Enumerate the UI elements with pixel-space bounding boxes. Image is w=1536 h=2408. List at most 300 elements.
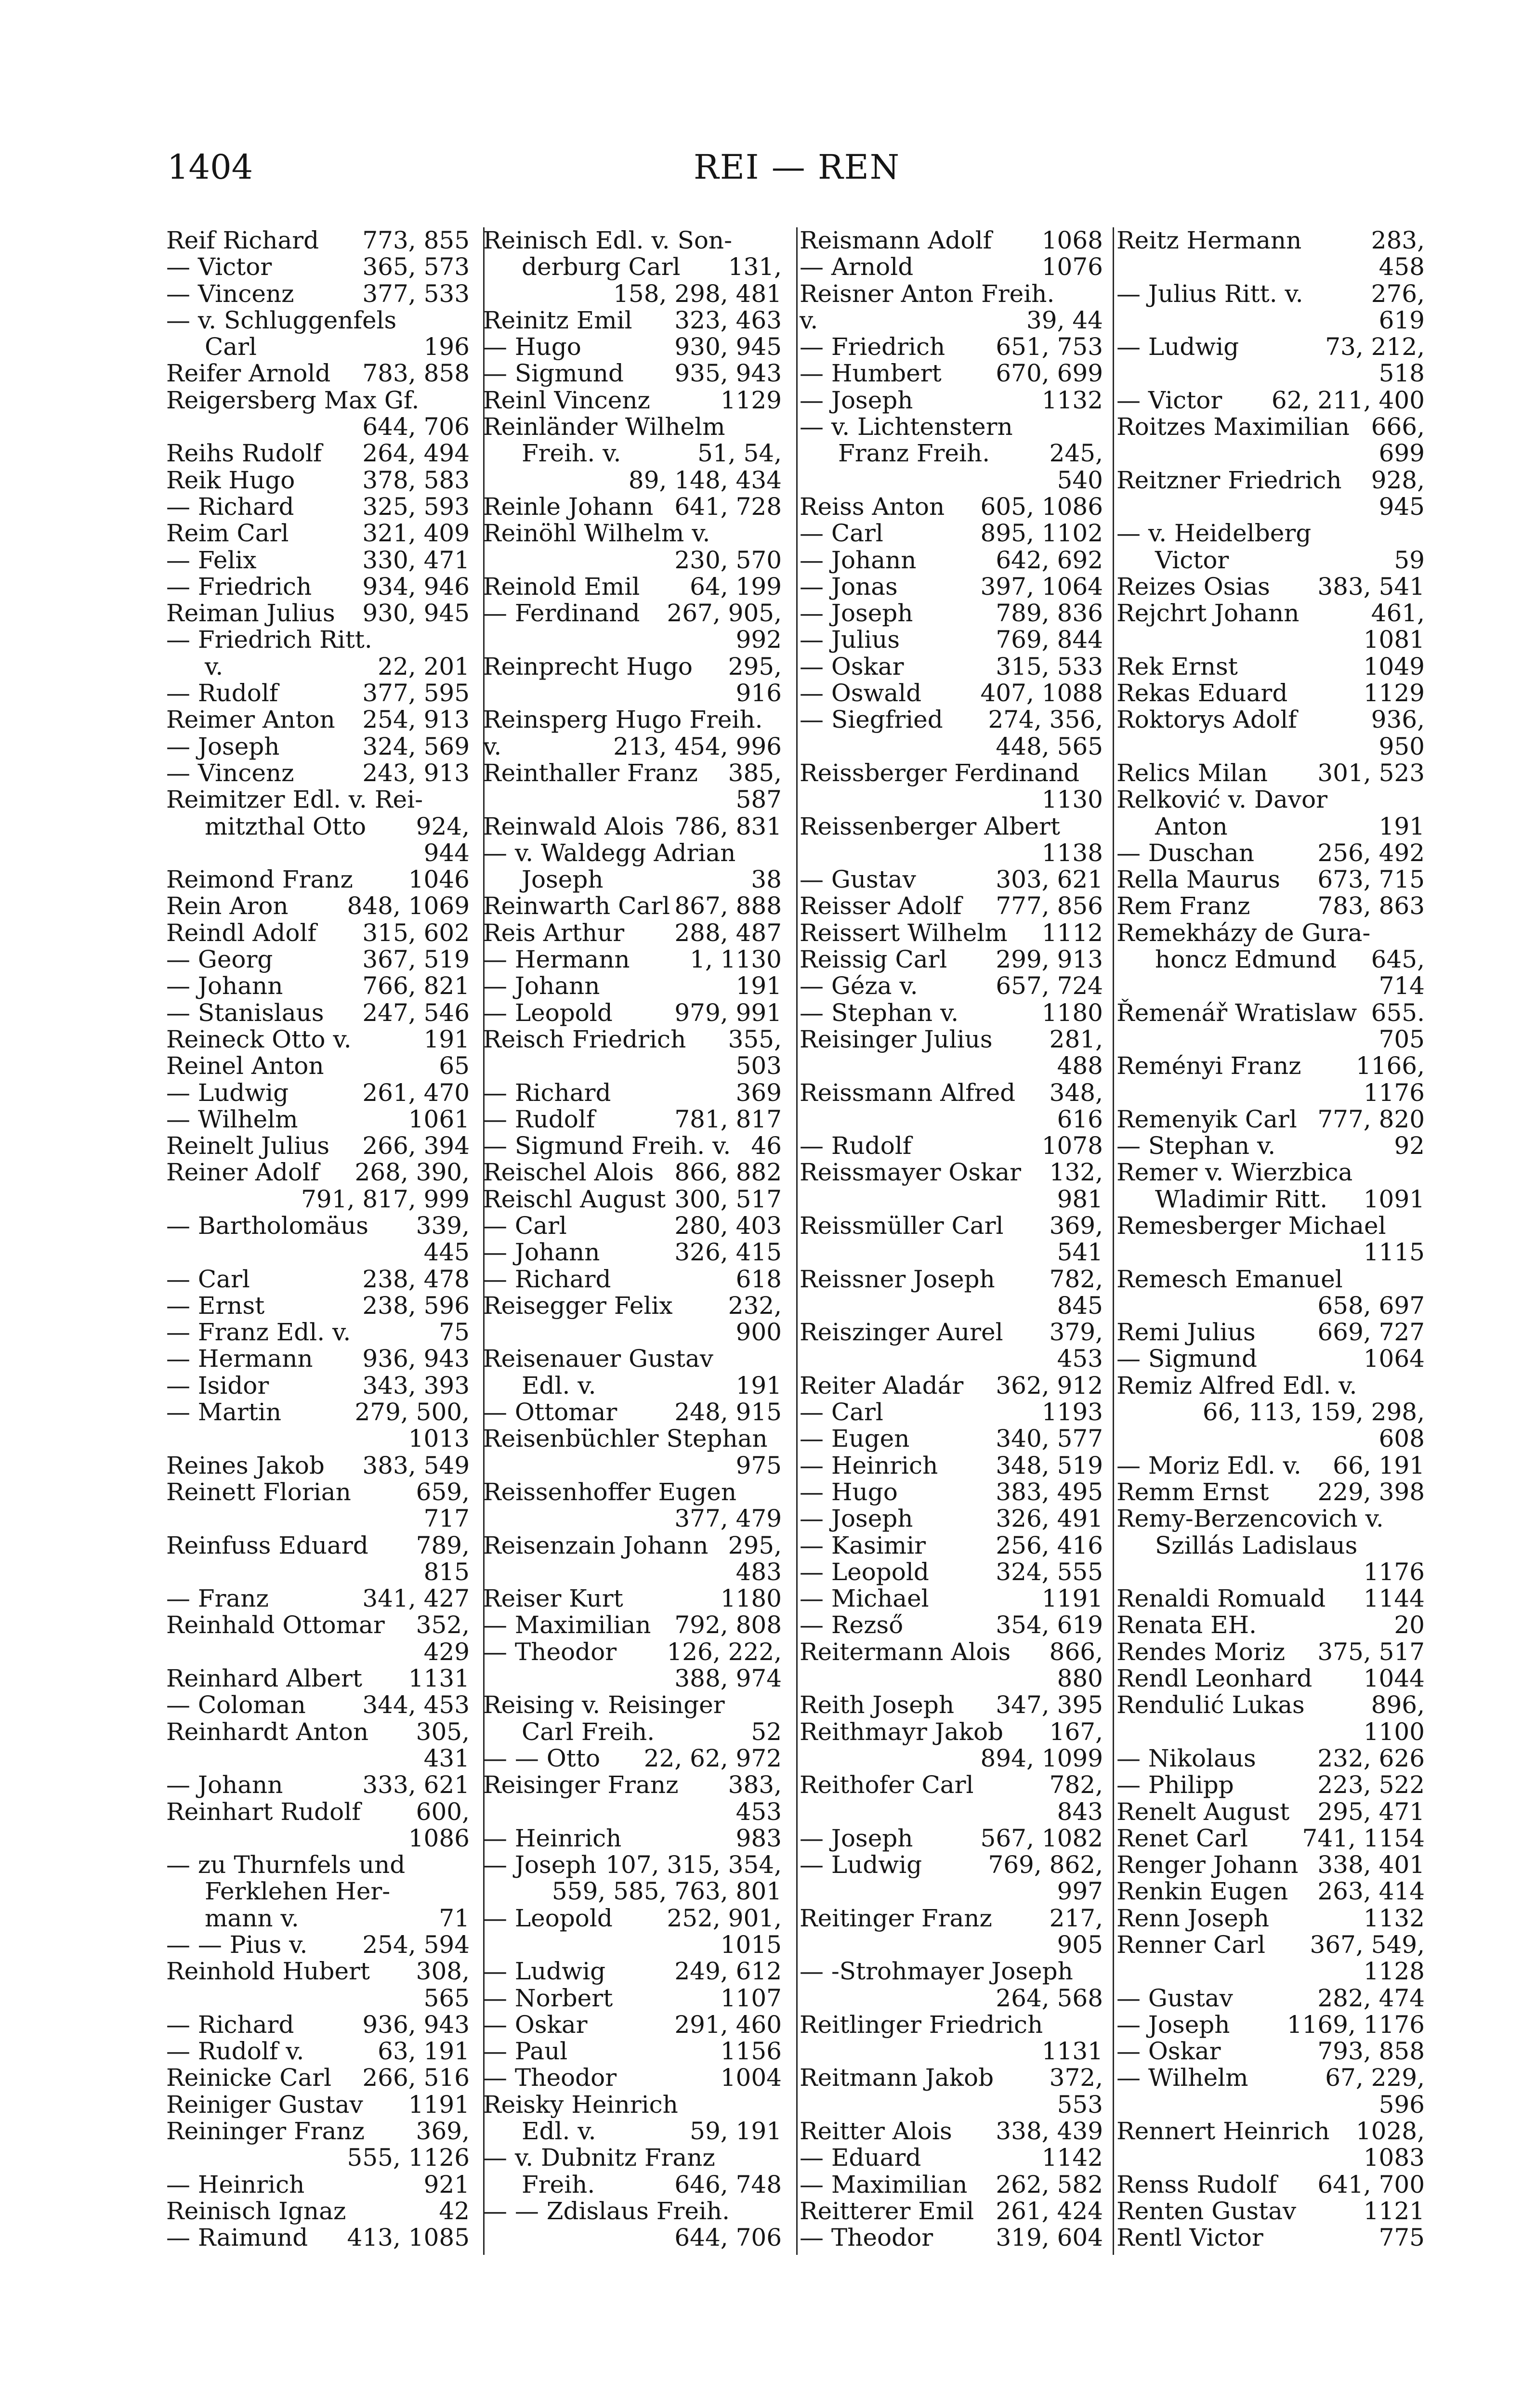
page-title: REI — REN (694, 147, 901, 187)
entry-pages: 655. (1371, 998, 1425, 1027)
index-entry (800, 1878, 1103, 1905)
index-entry (1116, 494, 1425, 520)
entry-name: — Theodor (483, 1637, 617, 1666)
entry-pages: 866, 882 (674, 1158, 782, 1187)
entry-pages: 657, 724 (996, 972, 1103, 1000)
index-entry (166, 1878, 470, 1905)
index-entry (483, 786, 782, 813)
entry-pages: 431 (423, 1744, 470, 1772)
index-entry (483, 467, 782, 494)
index-entry (1116, 520, 1425, 547)
index-entry (166, 1399, 470, 1426)
entry-name: — Theodor (800, 2224, 933, 2252)
entry-name: Reissig Carl (800, 945, 947, 974)
entry-name: Szillás Ladislaus (1155, 1531, 1358, 1559)
entry-name: — — Pius v. (166, 1931, 308, 1959)
column-rule (1113, 227, 1114, 2255)
index-entry (1116, 1080, 1425, 1106)
entry-pages: 782, (1049, 1771, 1103, 1799)
index-entry (483, 2118, 782, 2145)
index-entry (800, 1559, 1103, 1585)
index-entry (800, 1745, 1103, 1772)
entry-pages: 377, 533 (362, 279, 470, 308)
entry-pages: 905 (1057, 1931, 1103, 1959)
entry-name: — Johann (483, 972, 600, 1000)
entry-pages: 1044 (1363, 1664, 1425, 1693)
index-entry (166, 1825, 470, 1852)
entry-pages (1043, 2012, 1103, 2038)
index-entry (166, 1373, 470, 1399)
entry-pages: 299, 913 (996, 945, 1103, 974)
entry-pages: 379, (1049, 1318, 1103, 1347)
index-entry (800, 520, 1103, 547)
index-entry (800, 1958, 1103, 1985)
index-entry (1116, 360, 1425, 387)
index-entry (800, 1719, 1103, 1745)
entry-name: — Georg (166, 945, 273, 974)
entry-pages: 616 (1057, 1105, 1103, 1133)
entry-name: — Humbert (800, 359, 942, 388)
entry-pages: 355, (728, 1025, 782, 1053)
index-entry (483, 1346, 782, 1372)
entry-pages: 254, 594 (362, 1931, 470, 1959)
entry-pages: 453 (1057, 1345, 1103, 1373)
entry-pages: 347, 395 (996, 1691, 1103, 1719)
index-entry (800, 946, 1103, 973)
entry-name: — Johann (166, 1771, 283, 1799)
entry-pages: 315, 602 (362, 918, 470, 947)
index-entry (800, 680, 1103, 707)
index-entry (800, 1239, 1103, 1266)
entry-pages: 503 (735, 1052, 782, 1080)
index-entry (166, 1479, 470, 1505)
entry-name: Reisinger Franz (483, 1771, 679, 1799)
entry-name: — Friedrich (166, 572, 312, 601)
entry-pages: 553 (1057, 2090, 1103, 2119)
entry-name: — Oskar (800, 652, 904, 681)
entry-pages: 264, 494 (362, 439, 470, 468)
entry-pages: 1129 (1363, 679, 1425, 707)
entry-name: Remm Ernst (1116, 1478, 1269, 1506)
index-entry (483, 1532, 782, 1559)
entry-pages: 666, (1371, 413, 1425, 441)
entry-pages: 245, (1049, 439, 1103, 468)
entry-name: Reitinger Franz (800, 1904, 992, 1932)
entry-pages: 348, 519 (996, 1451, 1103, 1479)
entry-name: Reissmayer Oskar (800, 1158, 1022, 1187)
index-entry (800, 334, 1103, 360)
entry-pages: 658, 697 (1317, 1291, 1425, 1320)
index-entry (166, 973, 470, 999)
entry-name: Reinl Vincenz (483, 386, 650, 414)
entry-pages: 1156 (720, 2037, 782, 2066)
index-entry (1116, 2038, 1425, 2065)
entry-pages: 64, 199 (690, 572, 782, 601)
index-entry (800, 1505, 1103, 1532)
entry-pages: 369, (1049, 1211, 1103, 1240)
entry-pages: 191 (1378, 812, 1425, 840)
entry-pages: 641, 728 (674, 492, 782, 521)
entry-pages: 261, 424 (996, 2197, 1103, 2225)
index-entry (483, 1319, 782, 1346)
entry-name: Reitermann Alois (800, 1637, 1011, 1666)
entry-name: Remesberger Michael (1116, 1211, 1386, 1240)
entry-name: Reiman Julius (166, 599, 335, 628)
entry-name: Reinhardt Anton (166, 1717, 369, 1746)
entry-name: Reinelt Julius (166, 1132, 330, 1160)
entry-pages: 659, (416, 1478, 470, 1506)
index-entry (166, 254, 470, 280)
index-entry (800, 2172, 1103, 2198)
entry-pages: 867, 888 (674, 892, 782, 920)
entry-name: Reisenzain Johann (483, 1531, 709, 1559)
index-entry (483, 1585, 782, 1612)
entry-pages: 352, (416, 1611, 470, 1639)
entry-pages: 262, 582 (996, 2170, 1103, 2199)
entry-name: Rein Aron (166, 892, 289, 920)
entry-name: — Isidor (166, 1371, 269, 1400)
entry-name: Edl. v. (522, 1371, 596, 1400)
index-entry (1116, 1293, 1425, 1319)
index-entry (1116, 2145, 1425, 2171)
index-entry (800, 1213, 1103, 1239)
entry-name: honcz Edmund (1155, 945, 1337, 974)
entry-name: Carl (205, 333, 257, 361)
entry-pages: 1144 (1363, 1584, 1425, 1613)
entry-name: Reinle Johann (483, 492, 654, 521)
index-entry (483, 600, 782, 627)
entry-name: Reinisch Ignaz (166, 2197, 346, 2225)
index-entry (483, 414, 782, 440)
entry-name: Reischel Alois (483, 1158, 654, 1187)
entry-pages: 249, 612 (674, 1957, 782, 1986)
entry-name: — Maximilian (800, 2170, 968, 2199)
entry-pages: 458 (1378, 253, 1425, 281)
index-entry (800, 973, 1103, 999)
entry-pages: 354, 619 (996, 1611, 1103, 1639)
index-entry (1116, 2172, 1425, 2198)
index-entry (800, 1639, 1103, 1665)
index-entry (800, 254, 1103, 280)
entry-pages: 308, (416, 1957, 470, 1986)
entry-name: Reiter Aladár (800, 1371, 964, 1400)
entry-name: — v. Schluggenfels (166, 306, 397, 334)
entry-name: — Ottomar (483, 1398, 617, 1426)
index-entry (1116, 1559, 1425, 1585)
entry-pages (419, 387, 470, 414)
index-entry (166, 1053, 470, 1079)
index-entry (1116, 946, 1425, 973)
entry-name: — Ferdinand (483, 599, 640, 628)
index-entry (166, 1639, 470, 1665)
entry-name: — Duschan (1116, 838, 1255, 867)
entry-pages: 213, 454, 996 (613, 732, 782, 760)
index-entry (800, 467, 1103, 494)
entry-pages: 377, 595 (362, 679, 470, 707)
entry-pages: 936, 943 (362, 2010, 470, 2039)
entry-pages: 1180 (1041, 998, 1103, 1027)
index-entry (1116, 786, 1425, 813)
entry-name: — Gustav (1116, 1984, 1233, 2012)
entry-name: — Coloman (166, 1691, 306, 1719)
entry-pages: 383, (728, 1771, 782, 1799)
index-entry (166, 680, 470, 707)
entry-name: Reissmann Alfred (800, 1078, 1016, 1107)
index-entry (1116, 2092, 1425, 2118)
entry-pages: 930, 945 (674, 333, 782, 361)
entry-pages: 378, 583 (362, 466, 470, 494)
index-entry (166, 1266, 470, 1293)
entry-pages: 793, 858 (1317, 2037, 1425, 2066)
index-entry (1116, 1719, 1425, 1745)
index-entry (166, 440, 470, 467)
index-entry (1116, 733, 1425, 760)
index-entry (800, 1159, 1103, 1186)
entry-name: Reinländer Wilhelm (483, 413, 725, 441)
entry-name: Reisegger Felix (483, 1291, 673, 1320)
entry-pages: 325, 593 (362, 492, 470, 521)
entry-name: — Joseph (800, 599, 913, 628)
index-entry (483, 1426, 782, 1452)
entry-pages: 453 (735, 1797, 782, 1826)
entry-pages: 63, 191 (378, 2037, 470, 2066)
index-entry (166, 334, 470, 360)
entry-pages: 786, 831 (674, 812, 782, 840)
index-entry (166, 1585, 470, 1612)
entry-pages: 641, 700 (1317, 2170, 1425, 2199)
index-entry (800, 786, 1103, 813)
index-entry (483, 760, 782, 786)
entry-pages: 22, 62, 972 (643, 1744, 782, 1772)
entry-name: — Kasimir (800, 1531, 926, 1559)
entry-pages: 375, 517 (1317, 1637, 1425, 1666)
entry-pages (715, 2145, 782, 2171)
entry-pages: 895, 1102 (980, 519, 1103, 548)
entry-pages: 362, 912 (996, 1371, 1103, 1400)
entry-name: — Felix (166, 546, 257, 574)
entry-name: mann v. (205, 1904, 299, 1932)
entry-name: Reitzner Friedrich (1116, 466, 1342, 494)
index-entry (800, 813, 1103, 840)
entry-pages: 565 (423, 1984, 470, 2012)
entry-name: Reis Arthur (483, 918, 625, 947)
index-entry (166, 1106, 470, 1133)
index-entry (166, 1932, 470, 1958)
index-entry (800, 1106, 1103, 1133)
index-entry (800, 414, 1103, 440)
index-entry (166, 2172, 470, 2198)
entry-name: Renaldi Romuald (1116, 1584, 1326, 1613)
index-entry (1116, 680, 1425, 707)
index-entry (166, 1080, 470, 1106)
index-entry (800, 307, 1103, 334)
index-entry (1116, 1186, 1425, 1213)
entry-name: Rekas Eduard (1116, 679, 1288, 707)
index-entry (1116, 1479, 1425, 1505)
entry-pages: 670, 699 (996, 359, 1103, 388)
entry-pages: 555, 1126 (347, 2144, 470, 2172)
index-entry (1116, 1612, 1425, 1638)
index-entry (483, 1239, 782, 1266)
entry-pages: 407, 1088 (980, 679, 1103, 707)
entry-name: Renet Carl (1116, 1824, 1248, 1852)
entry-pages: 699 (1378, 439, 1425, 468)
entry-pages: 567, 1082 (980, 1824, 1103, 1852)
entry-name: — Heinrich (800, 1451, 938, 1479)
entry-pages: 65 (439, 1052, 470, 1080)
entry-pages: 300, 517 (674, 1185, 782, 1213)
entry-pages: 66, 113, 159, 298, (1202, 1398, 1425, 1426)
entry-pages: 981 (1057, 1185, 1103, 1213)
index-entry (800, 1665, 1103, 1692)
entry-name: Carl Freih. (522, 1717, 655, 1746)
entry-name: Reimer Anton (166, 706, 335, 734)
entry-pages: 230, 570 (674, 546, 782, 574)
entry-pages: 1061 (408, 1105, 470, 1133)
entry-pages: 848, 1069 (347, 892, 470, 920)
entry-pages (678, 2092, 782, 2118)
index-entry (800, 760, 1103, 786)
entry-name: — Sigmund (1116, 1345, 1257, 1373)
entry-pages: 66, 191 (1333, 1451, 1425, 1479)
index-entry (483, 707, 782, 733)
index-entry (483, 1905, 782, 1932)
entry-pages: 333, 621 (362, 1771, 470, 1799)
index-entry (166, 414, 470, 440)
entry-name: Reik Hugo (166, 466, 295, 494)
index-entry (483, 1266, 782, 1293)
entry-name: — Joseph (1116, 2010, 1230, 2039)
entry-pages: 1193 (1041, 1398, 1103, 1426)
entry-pages: 1176 (1363, 1078, 1425, 1107)
index-entry (800, 866, 1103, 893)
index-entry (483, 1958, 782, 1985)
entry-pages: 338, 439 (996, 2117, 1103, 2146)
entry-pages: 62, 211, 400 (1271, 386, 1425, 414)
index-entry (800, 707, 1103, 733)
entry-name: Reissenberger Albert (800, 812, 1060, 840)
entry-pages: 644, 706 (674, 2224, 782, 2252)
index-entry (1116, 1799, 1425, 1825)
index-entry (483, 1639, 782, 1665)
index-entry (166, 360, 470, 387)
entry-pages: 1132 (1041, 386, 1103, 414)
entry-name: — Vincenz (166, 279, 294, 308)
entry-pages: 1191 (408, 2090, 470, 2119)
index-entry (483, 1985, 782, 2012)
index-entry (1116, 2012, 1425, 2038)
entry-name: Reif Richard (166, 226, 319, 254)
index-entry (166, 866, 470, 893)
index-entry (166, 1159, 470, 1186)
entry-name: Reitmann Jakob (800, 2064, 994, 2092)
index-entry (166, 1719, 470, 1745)
entry-pages: 223, 522 (1317, 1771, 1425, 1799)
index-entry (483, 1612, 782, 1638)
entry-pages: 372, (1049, 2064, 1103, 2092)
entry-name: — Heinrich (166, 2170, 305, 2199)
entry-name: Rendl Leonhard (1116, 1664, 1313, 1693)
entry-name: Reinitz Emil (483, 306, 632, 334)
index-entry (800, 600, 1103, 627)
index-entry (1116, 227, 1425, 254)
entry-pages: 1083 (1363, 2144, 1425, 2172)
entry-name: Reisner Anton Freih. (800, 279, 1055, 308)
index-entry (1116, 1852, 1425, 1878)
index-entry (483, 1159, 782, 1186)
entry-pages: 921 (423, 2170, 470, 2199)
entry-pages: 266, 394 (362, 1132, 470, 1160)
entry-pages: 367, 549, (1310, 1931, 1425, 1959)
entry-name: Reiniger Gustav (166, 2090, 363, 2119)
entry-name: — v. Heidelberg (1116, 519, 1312, 548)
entry-pages: 1076 (1041, 253, 1103, 281)
entry-name: — -Strohmayer Joseph (800, 1957, 1073, 1986)
entry-name: — Victor (166, 253, 272, 281)
index-entry (800, 2145, 1103, 2171)
index-entry (166, 387, 470, 414)
entry-name: Relković v. Davor (1116, 785, 1328, 814)
index-entry (1116, 2198, 1425, 2225)
index-entry (483, 1505, 782, 1532)
entry-name: — Sigmund Freih. v. (483, 1132, 731, 1160)
index-column-2 (483, 227, 782, 2251)
index-entry (483, 547, 782, 574)
index-entry (1116, 1905, 1425, 1932)
entry-pages: 618 (735, 1265, 782, 1293)
entry-name: Reinprecht Hugo (483, 652, 693, 681)
index-entry (166, 1239, 470, 1266)
entry-pages: 243, 913 (362, 759, 470, 787)
index-entry (1116, 1053, 1425, 1079)
entry-name: — Johann (166, 972, 283, 1000)
index-entry (800, 1293, 1103, 1319)
entry-pages: 52 (751, 1717, 782, 1746)
entry-pages: 280, 403 (674, 1211, 782, 1240)
index-entry (483, 1559, 782, 1585)
entry-pages: 305, (416, 1717, 470, 1746)
entry-pages: 930, 945 (362, 599, 470, 628)
index-entry (1116, 1585, 1425, 1612)
index-entry (483, 1453, 782, 1479)
index-entry (800, 387, 1103, 414)
index-entry (1116, 387, 1425, 414)
index-entry (166, 2225, 470, 2251)
entry-pages (1073, 1958, 1103, 1985)
entry-pages: 916 (735, 679, 782, 707)
index-entry (166, 1213, 470, 1239)
entry-pages: 367, 519 (362, 945, 470, 974)
index-entry (800, 281, 1103, 307)
entry-name: Rella Maurus (1116, 865, 1280, 894)
index-entry (1116, 281, 1425, 307)
index-entry (166, 281, 470, 307)
index-entry (483, 520, 782, 547)
entry-pages (1013, 414, 1103, 440)
index-entry (483, 1133, 782, 1159)
entry-pages: 191 (423, 1025, 470, 1053)
index-entry (1116, 1878, 1425, 1905)
entry-name: — Ludwig (166, 1078, 289, 1107)
entry-pages: 167, (1049, 1717, 1103, 1746)
entry-name: Reisky Heinrich (483, 2090, 678, 2119)
entry-name: — Leopold (800, 1557, 929, 1586)
entry-pages: 238, 596 (362, 1291, 470, 1320)
index-entry (800, 1346, 1103, 1372)
index-entry (483, 1852, 782, 1878)
entry-pages (735, 840, 782, 866)
entry-pages: 339, (416, 1211, 470, 1240)
